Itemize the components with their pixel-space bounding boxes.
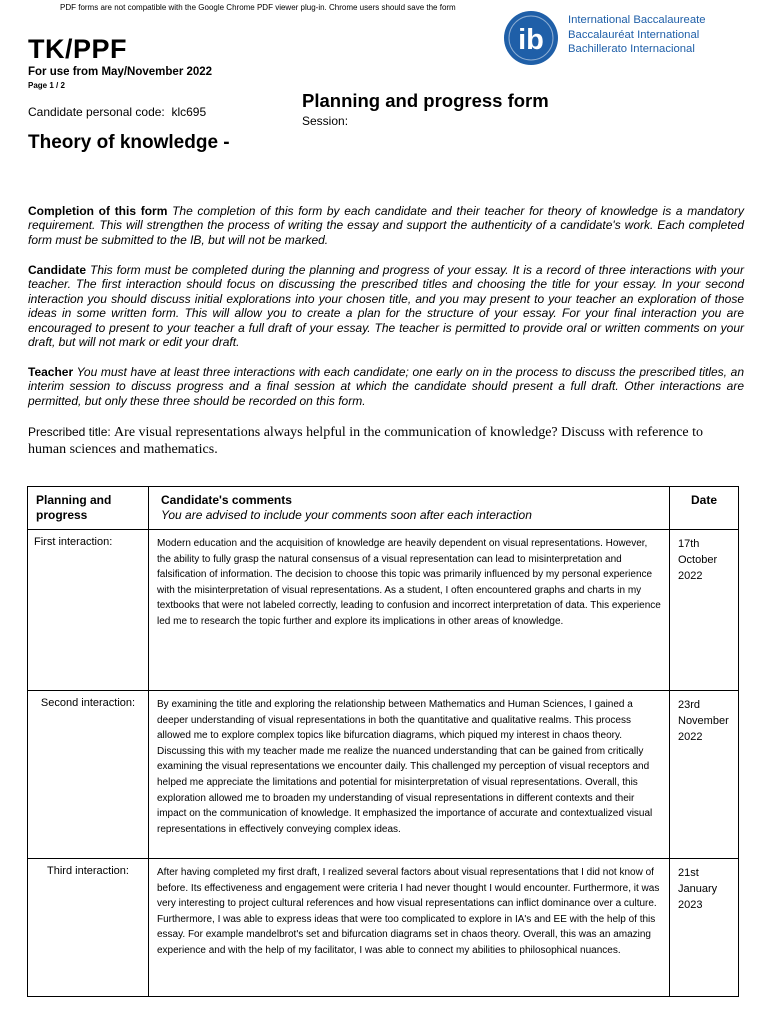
interaction-date-field[interactable]	[670, 530, 739, 691]
table-row	[28, 859, 739, 997]
teacher-text: You must have at least three interactions with each candidate; one early on in the process to discuss the prescribed titles, an interim session to discuss progress and a final session at which the candidate should present a full draft. Other interactions are permitted, but only these three should be recorded on this form.	[28, 365, 744, 408]
date-month: October	[678, 554, 718, 566]
interaction-label: Third interaction:	[28, 859, 149, 997]
interaction-comment-field[interactable]: By examining the title and exploring the relationship between Mathematics and Human Sciences, I gained a deeper understanding of visual representations in both the quantitative and qualitative realms. This process allowed me to explore complex topics like bifurcation diagrams, which piqued my interest in chaos theory. Discussing this with my teacher made me realize the nuanced understanding that can be gained from critically examining the visual representations we encounter daily. This challenged my perception of visual receptors and helped me appreciate the limitations and potential for misinterpretation of visual representations. Overall, this exploration allowed me to broaden my understanding of visual representations in different contexts and their impact on the communication of knowledge. It emphasized the importance of accurate and contextualized visual representations in effectively conveying complex ideas.	[149, 691, 670, 859]
col-candidate-comments	[149, 487, 670, 530]
candidate-code-label: Candidate personal code:	[28, 105, 165, 119]
completion-heading: Completion of this form	[28, 204, 168, 218]
candidate-text: This form must be completed during the planning and progress of your essay. It is a record of three interactions with your teacher. The first interaction should focus on discussing the prescribed titles and choosing the title for your essay. In your second interaction you should discuss initial explorations into your chosen title, and you may present to your teacher an exploration of those ideas in some written form. This will allow you to create a plan for the structure of your essay. For your final interaction you are encouraged to present to your teacher a full draft of your essay. The teacher is permitted to provide oral or written comments on your draft, but will not mark or edit your draft.	[28, 263, 744, 350]
date-month: January	[678, 883, 718, 895]
date-day: 23rd	[678, 699, 701, 711]
pdf-compatibility-banner: PDF forms are not compatible with the Google Chrome PDF viewer plug-in. Chrome users should save the form	[60, 3, 456, 12]
logo-line-en: International Baccalaureate	[568, 14, 706, 26]
session-field[interactable]: Session:	[302, 114, 349, 128]
teacher-paragraph	[28, 365, 744, 408]
col-candidate-comments-title: Candidate's comments	[161, 493, 292, 507]
date-year: 2022	[678, 731, 703, 743]
form-title: Planning and progress form	[302, 90, 549, 111]
interaction-comment-field[interactable]: After having completed my first draft, I realized several factors about visual representations that I did not know of before. Its effectiveness and engagement were criteria I had never thought I would encounter. Furthermore, it was very interesting to project cultural references and how visual representations can inflict dominance over a culture. Furthermore, I was able to express ideas that were too complicated to explore in IA's and EE with the help of this essay. For example mandelbrot's set and bifurcation diagrams set in chaos theory. Overall, this was an amazing experience and with the help of my facilitator, I was able to connect my abilities to philosophical nuances.	[149, 859, 670, 997]
prescribed-title-label: Prescribed title:	[28, 425, 111, 439]
interaction-date-field[interactable]	[670, 691, 739, 859]
logo-line-fr: Baccalauréat International	[568, 28, 700, 41]
ib-logo	[500, 7, 760, 69]
candidate-code-row	[28, 105, 206, 119]
interaction-label: Second interaction:	[28, 691, 149, 859]
date-day: 17th	[678, 538, 700, 550]
completion-paragraph	[28, 204, 744, 247]
prescribed-title-row	[28, 424, 744, 458]
interaction-label: First interaction:	[28, 530, 149, 691]
subject-title: Theory of knowledge -	[28, 132, 230, 153]
logo-line-es: Bachillerato Internacional	[568, 43, 695, 55]
date-month: November	[678, 715, 729, 727]
form-code: TK/PPF	[28, 34, 128, 64]
planning-progress-table	[27, 486, 739, 997]
page-number: Page 1 / 2	[28, 81, 65, 90]
candidate-code-field[interactable]: klc695	[171, 105, 207, 119]
col-planning-progress: Planning and progress	[28, 487, 149, 530]
table-header-row	[28, 487, 739, 530]
date-day: 21st	[678, 867, 699, 879]
prescribed-title-field[interactable]: Are visual representations always helpful in the communication of knowledge? Discuss with reference to human sciences and mathematics.	[28, 425, 704, 457]
completion-text: The completion of this form by each candidate and their teacher for theory of knowledge is a mandatory requirement. This will strengthen the process of writing the essay and support the authenticity of a candidate's work. Each completed form must be submitted to the IB, but will not be marked.	[28, 204, 744, 247]
candidate-heading: Candidate	[28, 263, 87, 277]
interaction-date-field[interactable]	[670, 859, 739, 997]
interaction-comment-field[interactable]: Modern education and the acquisition of knowledge are heavily dependent on visual representations. However, the ability to fully grasp the natural consensus of a visual representation can lead to misinterpretation and falsification of information. The decision to choose this topic was primarily influenced by my personal experience with the misinterpretation of visual representations. As a student, I often encountered graphs and charts in my textbooks that were not labeled correctly, leading to confusion and incorrect interpretation of data. This experience led me to research the topic further and explore its implications in other areas of knowledge.	[149, 530, 670, 691]
table-row	[28, 691, 739, 859]
date-year: 2023	[678, 899, 703, 911]
ib-logo-mark-icon	[503, 10, 559, 66]
svg-text:ib: ib	[518, 24, 544, 56]
date-year: 2022	[678, 570, 703, 582]
col-candidate-comments-subtitle: You are advised to include your comments soon after each interaction	[161, 508, 532, 522]
col-date: Date	[670, 487, 739, 530]
use-from-note: For use from May/November 2022	[28, 66, 213, 78]
table-row	[28, 530, 739, 691]
teacher-heading: Teacher	[28, 365, 74, 379]
candidate-paragraph	[28, 263, 744, 349]
